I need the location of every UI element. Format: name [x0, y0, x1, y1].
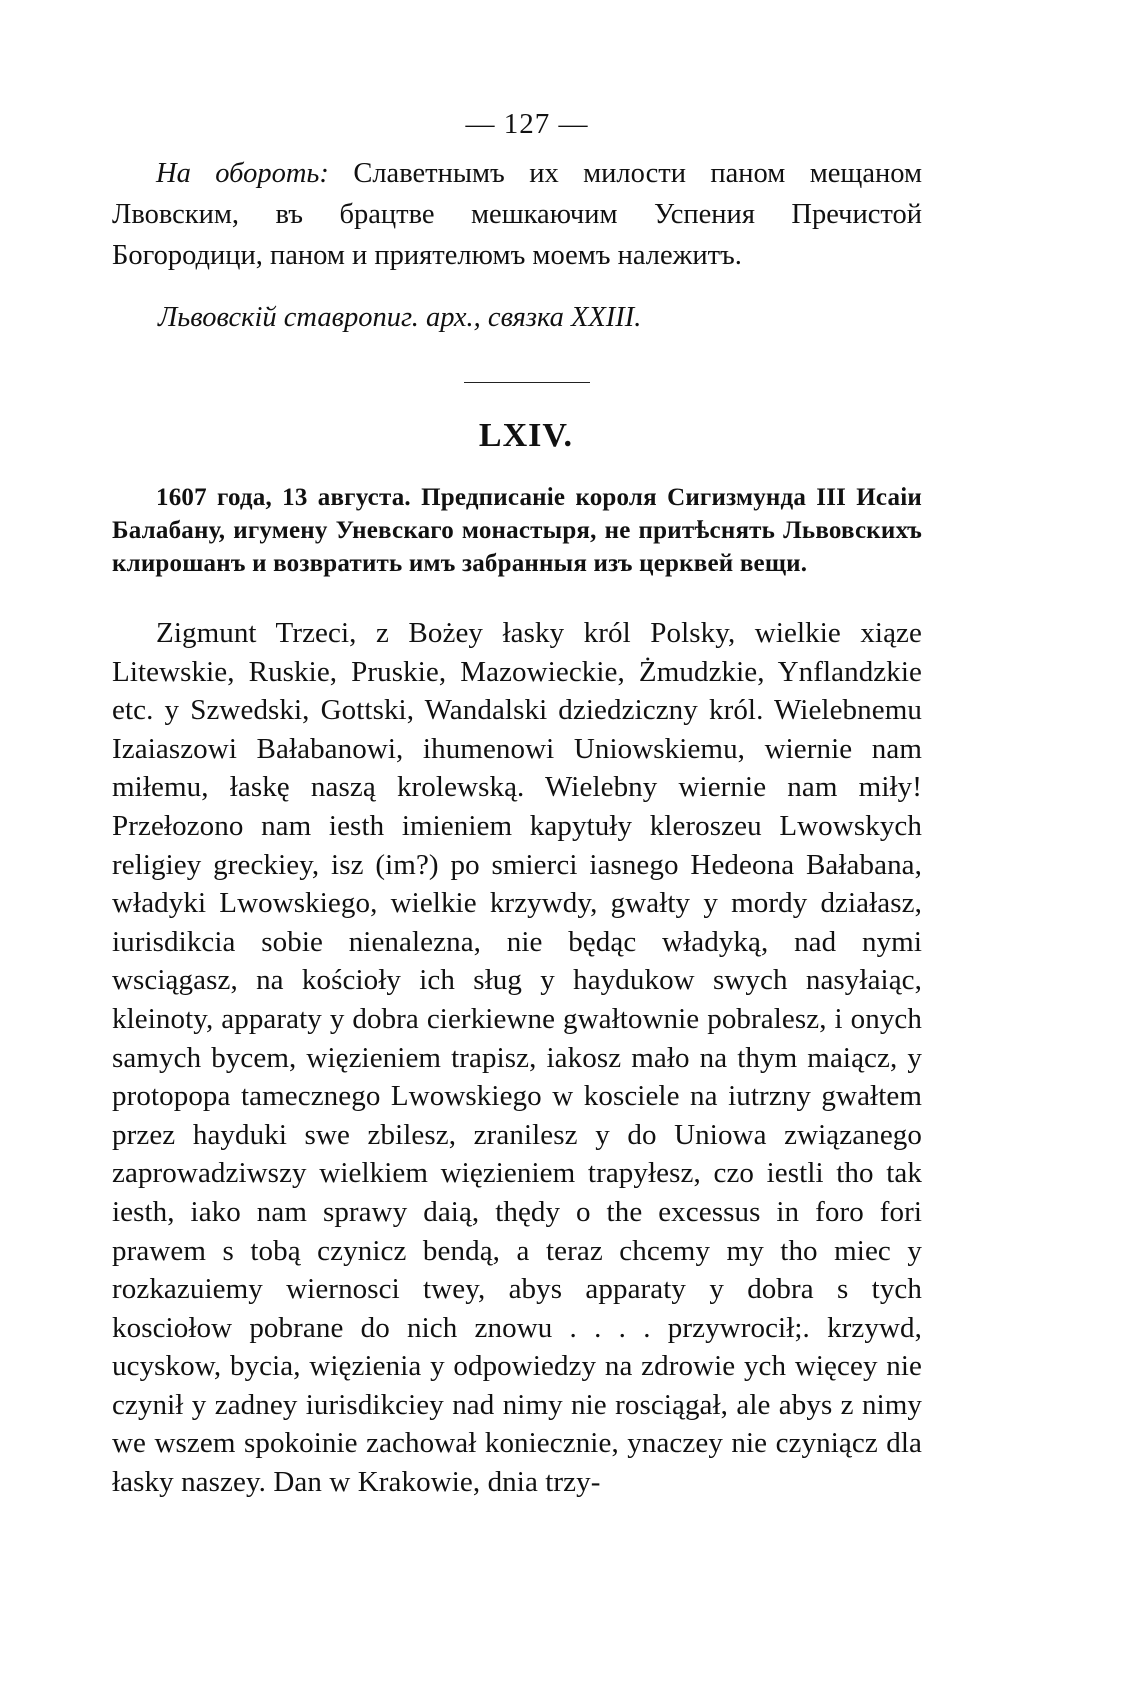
- document-body: Zigmunt Trzeci, z Bożey łasky król Polsky, wielkie xiąze Litewskie, Ruskie, Pruskie, Mazowieckie, Żmudzkie, Ynflandzkie etc. y Szwedski, Gottski, Wandalski dziedziczny król. Wielebnemu Izaiaszowi Bałabanowi, ihumenowi Uniowskiemu, wiernie nam miłemu, łaskę naszą krolewską. Wielebny wiernie nam miły! Przełozono nam iesth imieniem kapytuły kleroszeu Lwowskych religiey greckiey, isz (im?) po smierci iasnego Hedeona Bałabana, władyki Lwowskiego, wielkie krzywdy, gwałty y mordy działasz, iurisdikcia sobie nienalezna, nie będąc władyką, nad nymi wsciągasz, na kościoły ich sług y haydukow swych nasyłaiąc, kleinoty, apparaty y dobra cierkiewne gwałtownie pobralesz, i onych samych bycem, więzieniem trapisz, iakosz mało na thym maiącz, y protopopa tamecznego Lwowskiego w kosciele na iutrzny gwałtem przez hayduki swe zbilesz, zranilesz y do Uniowa związanego zaprowadziwszy wielkiem więzieniem trapyłesz, czo iestli tho tak iesth, iako nam sprawy daią, thędy o the excessus in foro fori prawem s tobą czynicz bendą, a teraz chcemy my tho miec y rozkazuiemy wiernosci twey, abys apparaty y dobra s tych kosciołow pobrane do nich znowu . . . . przywrocił;. krzywd, ucyskow, bycia, więzienia y odpowiedzy na zdrowie ych więcey nie czynił y zadney iurisdikciey nad nimy nie rosciągał, ale abys z nimy we wszem spokoinie zachował koniecznie, ynaczey nie czyniącz dla łasky naszey. Dan w Krakowie, dnia trzy-: [112, 617, 922, 1499]
- reverse-note-paragraph: [112, 153, 922, 276]
- document-page: [112, 108, 922, 1531]
- archive-source: Львовскій ставропиг. арх., связка XXIII.: [158, 302, 642, 333]
- document-summary: 1607 года, 13 августа. Предписаніе короля Сигизмунда III Исаіи Балабану, игумену Уневскаго монастыря, не притѣснять Львовскихъ клирошанъ и возвратить имъ забранныя изъ церквей вещи.: [112, 484, 922, 577]
- page-number: — 127 —: [465, 108, 589, 140]
- reverse-note-text: Славетнымъ их милости паном мещаном Лвовским, въ брацтве мешкаючим Успения Пречистой Богородици, паном и приятелюмъ моемъ належитъ.: [112, 158, 922, 271]
- reverse-note-label: На обороть:: [156, 158, 329, 189]
- document-number: LXIV.: [478, 417, 574, 454]
- section-divider: [464, 382, 590, 383]
